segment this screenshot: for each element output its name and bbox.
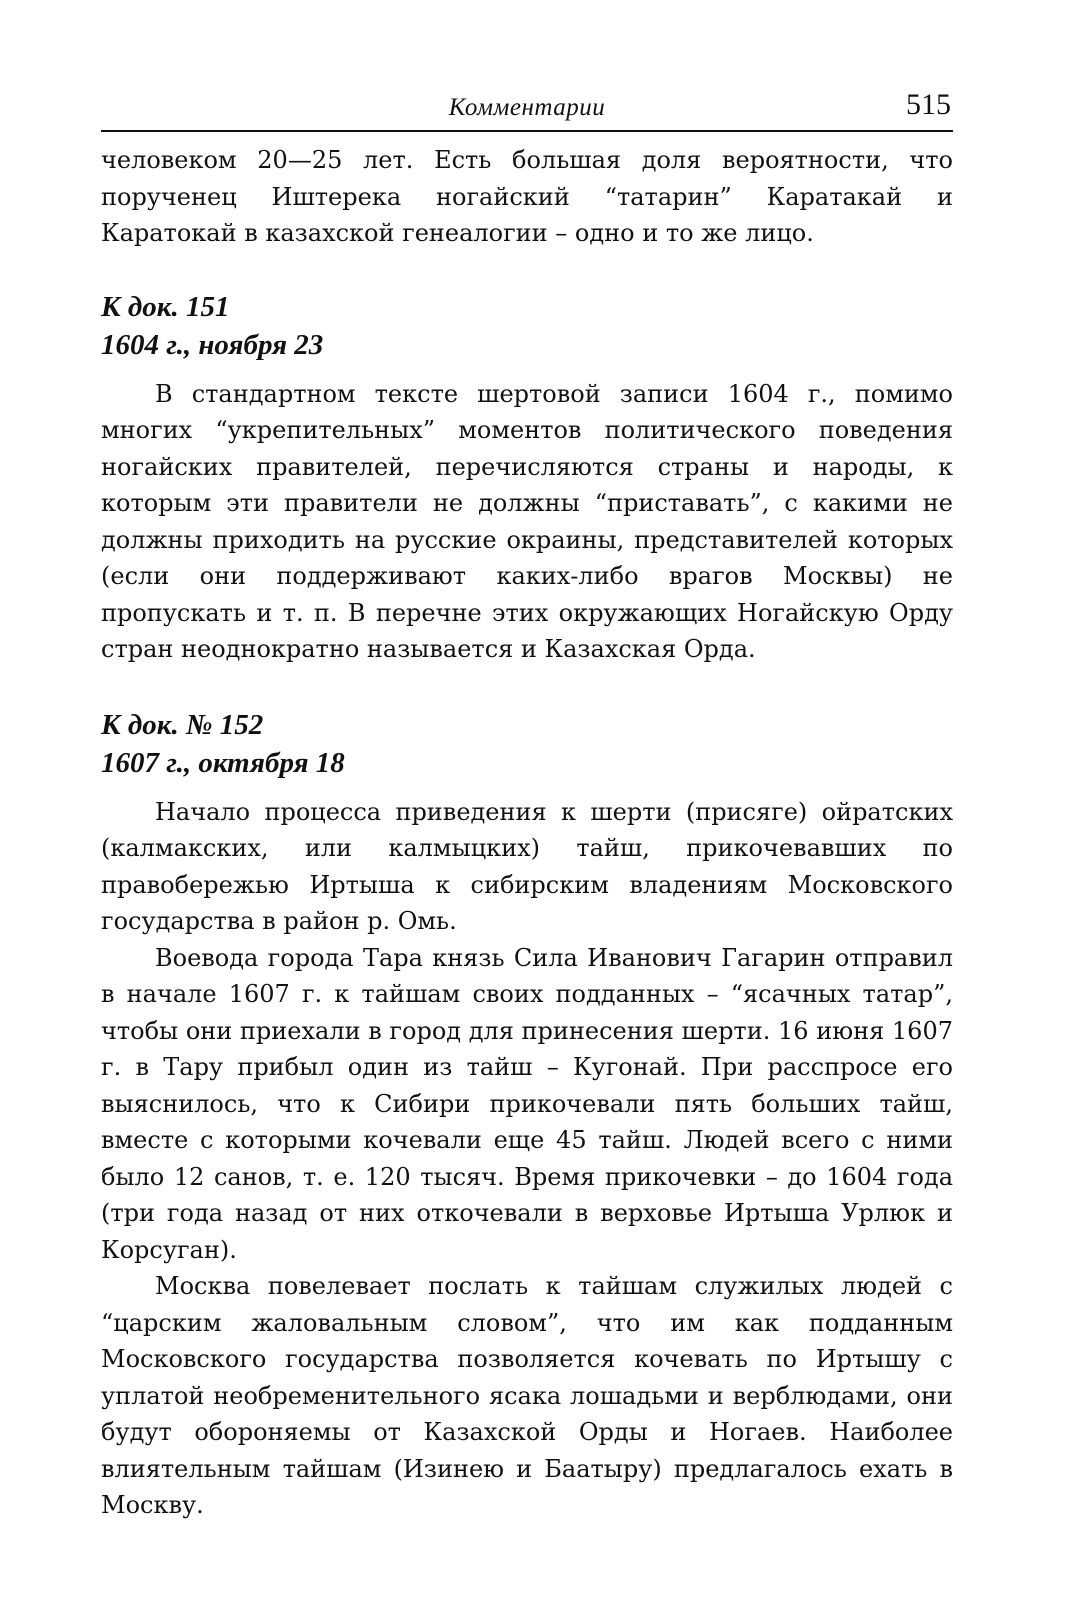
section-152-paragraph-2: Воевода города Тара князь Сила Иванович Гагарин отправил в начале 1607 г. к тайшам своих подданных – “ясачных татар”, чтобы они приехали в город для принесения шерти. 16 июня 1607 г. в Тару прибыл один из тайш – Кугонай. При расспросе его выяснилось, что к Сибири прикочевали пять больших тайш, вместе с которыми кочевали еще 45 тайш. Людей всего с ними было 12 санов, т. е. 120 тысяч. Время прикочевки – до 1604 года (три года назад от них откочевали в верховье Иртыша Урлюк и Корсуган). [101,943,953,1264]
running-title: Комментарии [448,94,606,121]
doc-reference: К док. № 152 [101,708,264,741]
intro-paragraph: человеком 20—25 лет. Есть большая доля вероятности, что порученец Иштерека ногайский “татарин” Каратакай и Каратокай в казахской генеалогии – одно и то же лицо. [101,146,953,247]
section-152-paragraph-1: Начало процесса приведения к шерти (присяге) ойратских (калмакских, или калмыцких) тайш, прикочевавших по правобережью Иртыша к сибирским владениям Московского государства в район р. Омь. [101,797,953,935]
page-number: 515 [906,88,951,121]
section-heading-151 [101,288,953,364]
doc-reference: К док. 151 [101,290,230,323]
section-heading-152 [101,706,953,782]
section-152-paragraph-3: Москва повелевает послать к тайшам служилых людей с “царским жаловальным словом”, что им как подданным Московского государства позволяется кочевать по Иртышу с уплатой необременительного ясака лошадьми и верблюдами, они будут обороняемы от Казахской Орды и Ногаев. Наиболее влиятельным тайшам (Изинею и Баатыру) предлагалось ехать в Москву. [101,1272,953,1519]
running-header [101,88,953,132]
doc-date: 1604 г., ноября 23 [101,328,324,361]
doc-date: 1607 г., октября 18 [101,746,345,779]
book-page [101,88,953,1524]
section-151-paragraph: В стандартном тексте шертовой записи 1604 г., помимо многих “укрепительных” моментов политического поведения ногайских правителей, перечисляются страны и народы, к которым эти правители не должны “приставать”, с какими не должны приходить на русские окраины, представителей которых (если они поддерживают каких-либо врагов Москвы) не пропускать и т. п. В перечне этих окружающих Ногайскую Орду стран неоднократно называется и Казахская Орда. [101,379,953,663]
